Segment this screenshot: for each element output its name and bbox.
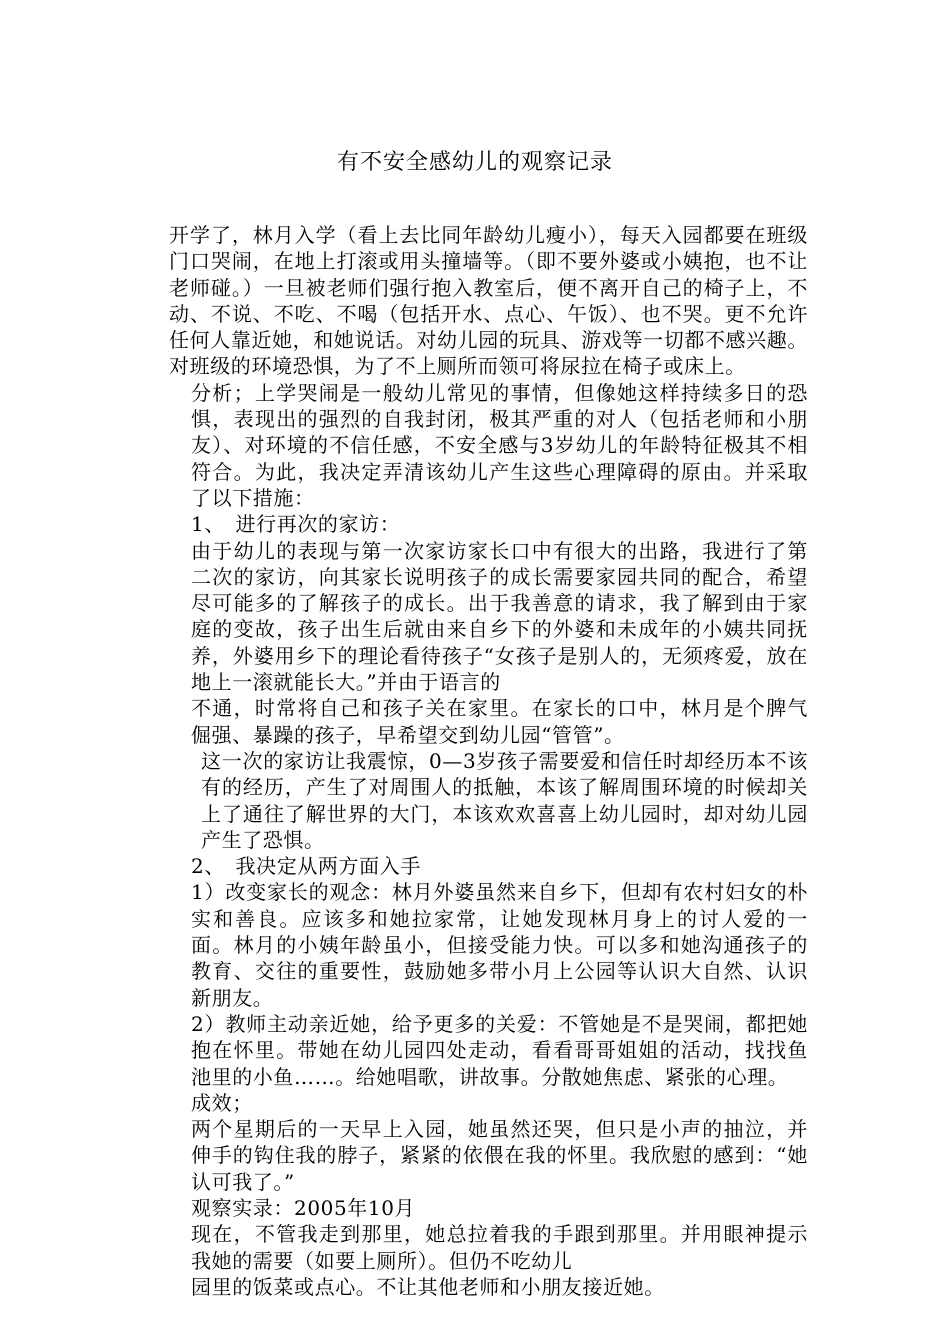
paragraph-measure-2: 2）教师主动亲近她，给予更多的关爱：不管她是不是哭闹，都把她抱在怀里。带她在幼儿园四处走动，看看哥哥姐姐的活动，找找鱼池里的小鱼……。给她唱歌，讲故事。分散她焦虑、紧张的心理。 — [191, 1011, 808, 1089]
paragraph-measure-1: 1）改变家长的观念：林月外婆虽然来自乡下，但却有农村妇女的朴实和善良。应该多和她拉家常，让她发现林月身上的讨人爱的一面。林月的小姨年龄虽小，但接受能力快。可以多和她沟通孩子的教育、交往的重要性，鼓励她多带小月上公园等认识大自然、认识新朋友。 — [191, 880, 808, 1010]
paragraph-results: 两个星期后的一天早上入园，她虽然还哭，但只是小声的抽泣，并伸手的钩住我的脖子，紧紧的依偎在我的怀里。我欣慰的感到：“她认可我了。” — [191, 1117, 808, 1194]
paragraph-analysis: 分析；上学哭闹是一般幼儿常见的事情，但像她这样持续多日的恐惧，表现出的强烈的自我封闭，极其严重的对人（包括老师和小朋友）、对环境的不信任感，不安全感与3岁幼儿的年龄特征极其不相符合。为此，我决定弄清该幼儿产生这些心理障碍的原由。并采取了以下措施： — [191, 380, 808, 510]
document-body — [145, 222, 808, 1300]
heading-observation: 观察实录：2005年10月 — [191, 1195, 416, 1220]
heading-step-2: 2、 我决定从两方面入手 — [191, 854, 421, 879]
paragraph-home-visit-cont: 不通，时常将自己和孩子关在家里。在家长的口中，林月是个脾气倔强、暴躁的孩子，早希望交到幼儿园“管管”。 — [191, 696, 808, 747]
paragraph-intro: 开学了，林月入学（看上去比同年龄幼儿瘦小），每天入园都要在班级门口哭闹，在地上打滚或用头撞墙等。（即不要外婆或小姨抱，也不让老师碰。）一旦被老师们强行抱入教室后，便不离开自己的椅子上，不动、不说、不吃、不喝（包括开水、点心、午饭）、也不哭。更不允许任何人靠近她，和她说话。对幼儿园的玩具、游戏等一切都不感兴趣。对班级的环境恐惧，为了不上厕所而领可将尿拉在椅子或床上。 — [169, 223, 808, 379]
paragraph-observation: 现在，不管我走到那里，她总拉着我的手跟到那里。并用眼神提示我她的需要（如要上厕所）。但仍不吃幼儿 — [191, 1222, 808, 1273]
paragraph-observation-cont: 园里的饭菜或点心。不让其他老师和小朋友接近她。 — [191, 1274, 665, 1299]
paragraph-home-visit: 由于幼儿的表现与第一次家访家长口中有很大的出路，我进行了第二次的家访，向其家长说明孩子的成长需要家园共同的配合，希望尽可能多的了解孩子的成长。出于我善意的请求，我了解到由于家庭的变故，孩子出生后就由来自乡下的外婆和未成年的小姨共同抚养，外婆用乡下的理论看待孩子“女孩子是别人的，无须疼爱，放在地上一滚就能长大。”并由于语言的 — [191, 538, 808, 695]
paragraph-reflection: 这一次的家访让我震惊，0—3岁孩子需要爱和信任时却经历本不该有的经历，产生了对周围人的抵触，本该了解周围环境的时候却关上了通往了解世界的大门，本该欢欢喜喜上幼儿园时，却对幼儿园产生了恐惧。 — [201, 748, 808, 852]
heading-step-1: 1、 进行再次的家访： — [191, 512, 401, 537]
document-title: 有不安全感幼儿的观察记录 — [336, 150, 613, 175]
heading-results: 成效； — [191, 1090, 253, 1115]
